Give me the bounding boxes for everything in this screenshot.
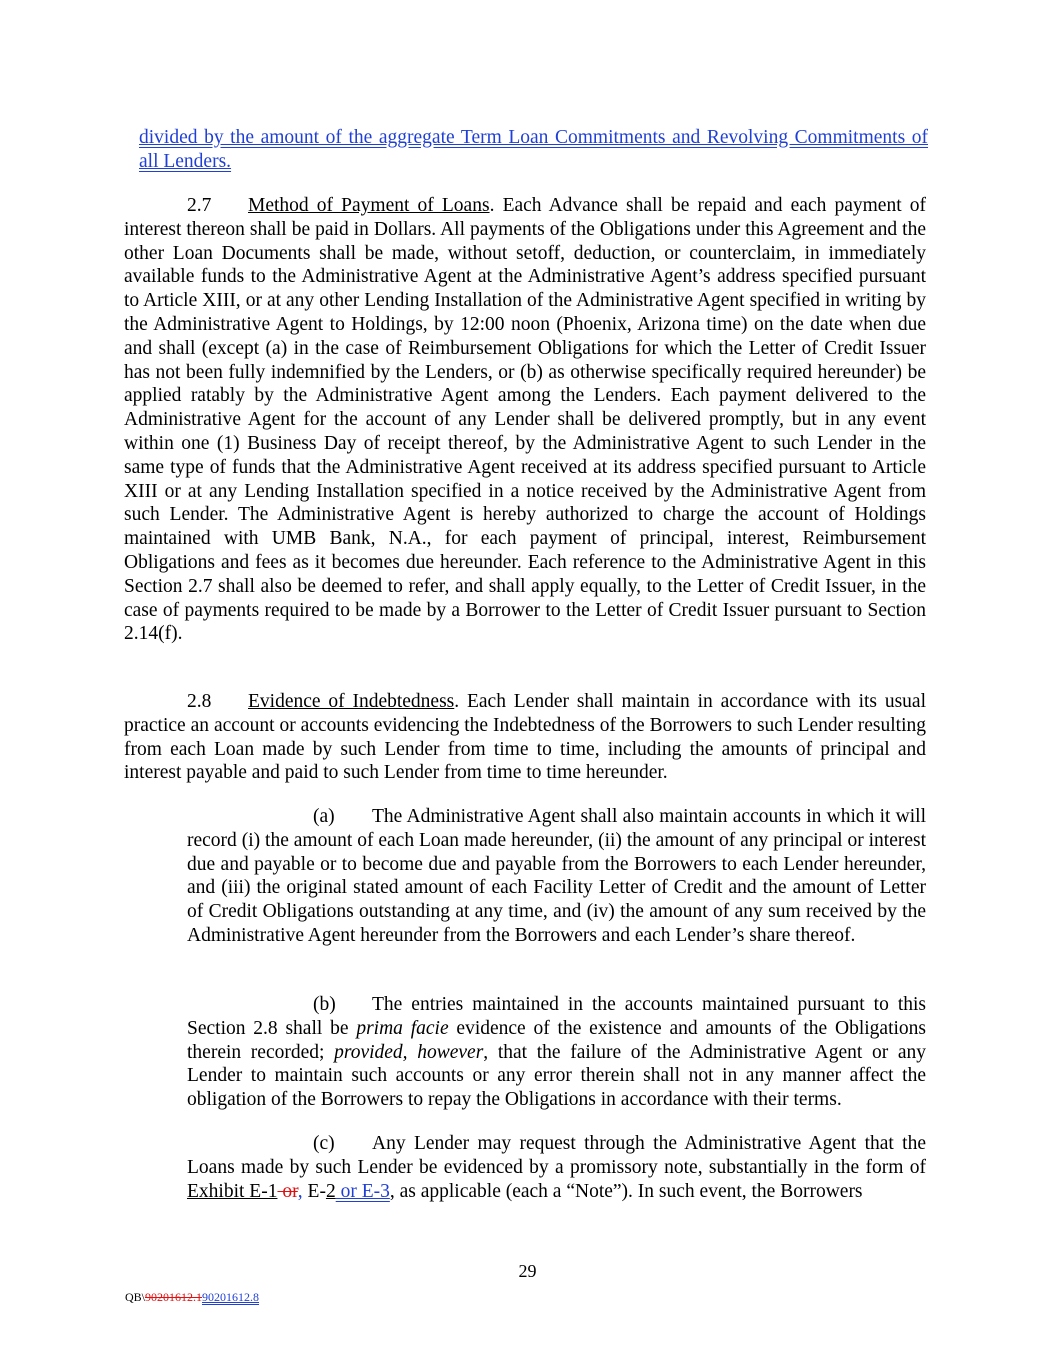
section-number: 2.7 (187, 195, 212, 216)
doc-id-prefix: QB\ (125, 1290, 146, 1304)
subsection-text: Any Lender may request through the Administrative Agent that the Loans made by such Lender be evidenced by a promissory note, substantially in the form of (187, 1133, 926, 1178)
section-2-7-paragraph (124, 194, 926, 646)
section-heading: Evidence of Indebtedness (248, 691, 455, 712)
subsection-text: E- (302, 1180, 326, 1202)
page-number: 29 (518, 1261, 537, 1281)
italic-term: provided, however (334, 1041, 484, 1063)
subsection-text: , that the failure of the Administrative Agent or any Lender to maintain such accounts or any error therein shall not in any manner affect the obligation of the Borrowers to repay the Obligations in accordance with their terms. (187, 1041, 927, 1111)
section-number: 2.8 (187, 691, 212, 712)
italic-term: prima facie (356, 1017, 449, 1039)
subsection-text: The Administrative Agent shall also maintain accounts in which it will record (i) the amount of each Loan made hereunder, (ii) the amount of any principal or interest due and payable or to become due and payable from the Borrowers to each Lender hereunder, and (iii) the original stated amount of each Facility Letter of Credit and the amount of Letter of Credit Obligations outstanding at any time, and (iv) the amount of any sum received by the Administrative Agent hereunder from the Borrowers and each Lender’s share thereof. (187, 806, 926, 946)
subsection-a-paragraph (187, 805, 926, 948)
section-2-8-paragraph (124, 690, 926, 785)
document-id (125, 1290, 259, 1305)
inserted-text: or E-3 (335, 1180, 390, 1202)
inserted-text: Exhibit E-1 (187, 1180, 278, 1202)
doc-id-deleted: 90201612.1 (145, 1290, 203, 1304)
subsection-text: , as applicable (each a “Note”). In such event, the Borrowers (389, 1180, 863, 1202)
subsection-text: evidence of the existence and amounts of the Obligations therein recorded; (187, 1017, 927, 1063)
inserted-text: 2 (325, 1180, 336, 1202)
deleted-text: or (277, 1180, 298, 1202)
section-body: . Each Advance shall be repaid and each payment of interest thereon shall be paid in Dollars. All payments of the Obligations under this Agreement and the other Loan Documents shall be made, without setoff, deduction, or counterclaim, in immediately available funds to the Administrative Agent at the Administrative Agent’s address specified pursuant to Article XIII, or at any other Lending Installation of the Administrative Agent specified in writing by the Administrative Agent to Holdings, by 12:00 noon (Phoenix, Arizona time) on the date when due and shall (except (a) in the case of Reimbursement Obligations for which the Letter of Credit Issuer has not been fully indemnified by the Lenders, or (b) as otherwise specifically required hereunder) be applied ratably by the Administrative Agent among the Lenders. Each payment delivered to the Administrative Agent for the account of any Lender shall be delivered promptly, but in any event within one (1) Business Day of receipt thereof, by the Administrative Agent to such Lender in the same type of funds that the Administrative Agent received at its address specified pursuant to Article XIII or at any Lending Installation specified in a notice received by the Administrative Agent from such Lender. The Administrative Agent is hereby authorized to charge the account of Holdings maintained with UMB Bank, N.A., for each payment of principal, interest, Reimbursement Obligations and fees as it becomes due hereunder. Each reference to the Administrative Agent in this Section 2.7 shall also be deemed to refer, and shall apply equally, to the Letter of Credit Issuer, in the case of payments required to be made by a Borrower to the Letter of Credit Issuer pursuant to Section 2.14(f). (124, 195, 926, 645)
doc-id-inserted: 90201612.8 (202, 1290, 260, 1304)
subsection-label: (a) (313, 806, 335, 827)
section-heading: Method of Payment of Loans (248, 195, 490, 216)
subsection-b-paragraph (187, 993, 926, 1112)
subsection-label: (c) (313, 1133, 335, 1154)
subsection-text: The entries maintained in the accounts maintained pursuant to this Section 2.8 shall be (187, 994, 926, 1039)
intro-paragraph (139, 126, 928, 174)
subsection-c-paragraph (187, 1132, 926, 1203)
inserted-text: divided by the amount of the aggregate Term Loan Commitments and Revolving Commitments of all Lenders. (139, 127, 928, 172)
inserted-text: , (297, 1180, 303, 1202)
section-body: . Each Lender shall maintain in accordance with its usual practice an account or accounts evidencing the Indebtedness of the Borrowers to such Lender resulting from each Loan made by such Lender from time to time, including the amounts of principal and interest payable and paid to such Lender from time to time hereunder. (124, 691, 926, 784)
subsection-label: (b) (313, 994, 336, 1015)
